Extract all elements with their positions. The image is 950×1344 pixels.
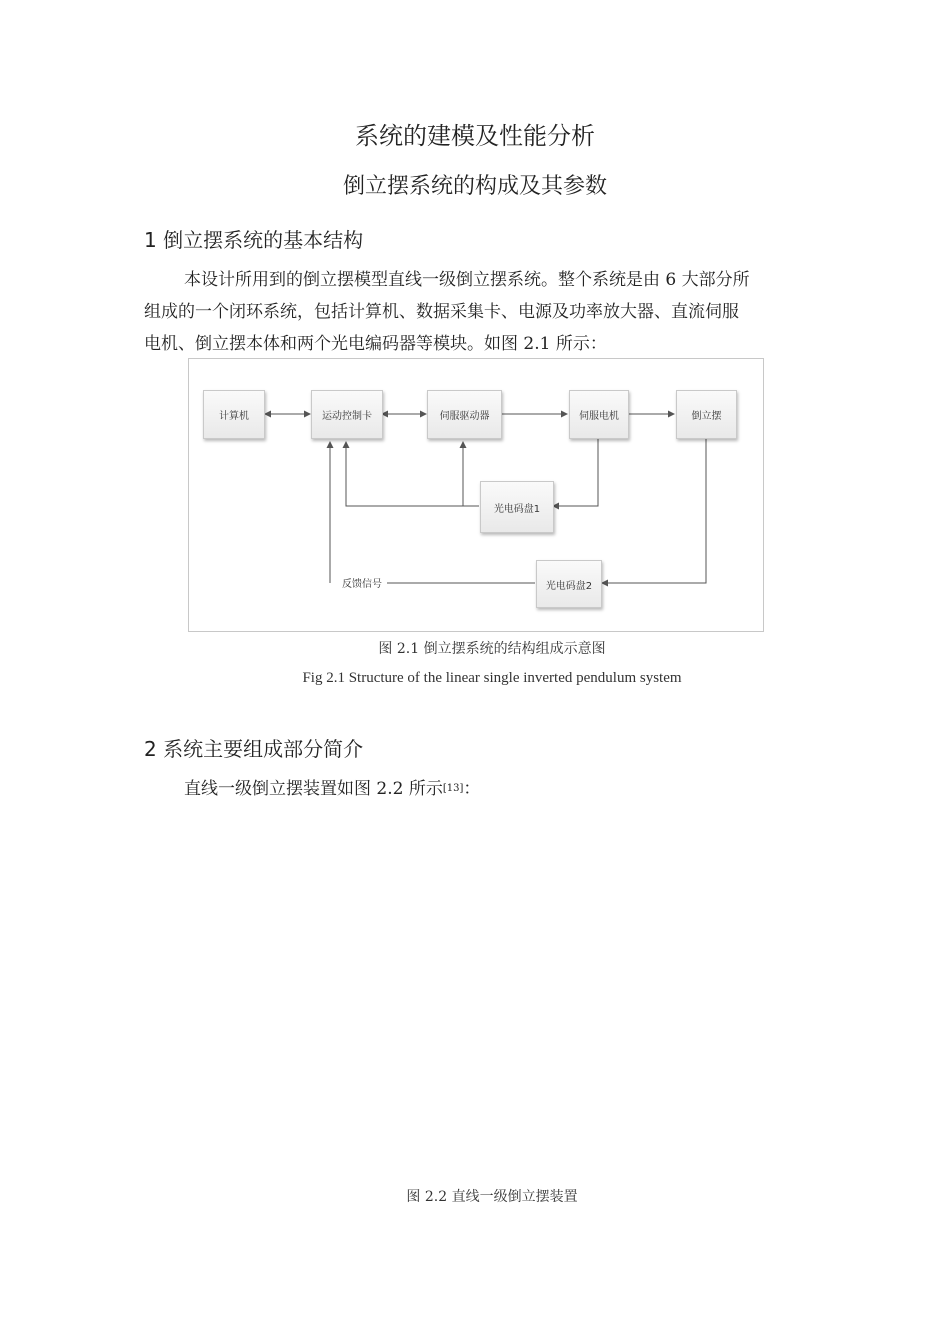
figure-2-1-diagram	[188, 358, 764, 632]
citation-ref[interactable]: [13]	[442, 783, 464, 794]
section2-heading: 2 系统主要组成部分简介	[144, 737, 364, 761]
section1-paragraph	[144, 264, 808, 360]
block-servo-driver: 伺服驱动器	[427, 390, 502, 439]
block-servo-motor: 伺服电机	[569, 390, 629, 439]
figure-2-2-placeholder	[144, 810, 808, 1170]
link-pendulum-encoder2	[602, 438, 706, 583]
figure-2-1-caption-cn: 图 2.1 倒立摆系统的结构组成示意图	[378, 641, 606, 657]
block-encoder2: 光电码盘2	[536, 560, 602, 608]
block-encoder1: 光电码盘1	[480, 481, 554, 533]
para-line-1: 本设计所用到的倒立摆模型直线一级倒立摆系统。整个系统是由 6 大部分所	[184, 270, 750, 290]
section2-colon: ：	[463, 779, 481, 799]
link-encoder1-card	[346, 442, 479, 506]
para-line-2: 组成的一个闭环系统，包括计算机、数据采集卡、电源及功率放大器、直流伺服	[144, 302, 739, 322]
main-title: 系统的建模及性能分析	[355, 122, 595, 150]
figure-2-1-caption-en: Fig 2.1 Structure of the linear single inverted pendulum system	[302, 670, 682, 686]
block-pendulum: 倒立摆	[676, 390, 737, 439]
link-motor-encoder1	[553, 438, 598, 506]
section2-paragraph	[144, 773, 808, 805]
sub-title: 倒立摆系统的构成及其参数	[342, 174, 607, 199]
figure-2-2-caption: 图 2.2 直线一级倒立摆装置	[406, 1189, 578, 1205]
section2-text: 直线一级倒立摆装置如图 2.2 所示	[184, 779, 443, 799]
block-motion-card: 运动控制卡	[311, 390, 383, 439]
feedback-signal-label: 反馈信号	[339, 575, 385, 590]
para-line-3: 电机、倒立摆本体和两个光电编码器等模块。如图 2.1 所示：	[144, 334, 607, 354]
section1-heading: 1 倒立摆系统的基本结构	[144, 228, 364, 252]
block-computer: 计算机	[203, 390, 265, 439]
